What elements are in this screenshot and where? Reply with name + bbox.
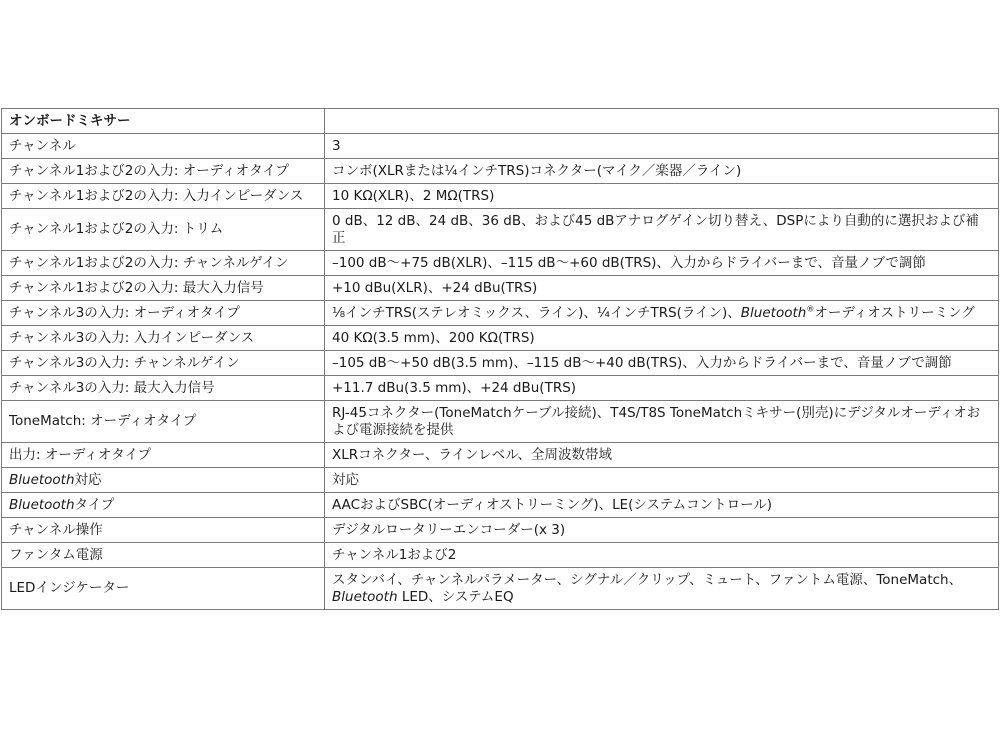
table-row (2, 159, 999, 184)
row-value-text: LED、システムEQ (397, 588, 514, 605)
table-row (2, 351, 999, 376)
row-value: +10 dBu(XLR)、+24 dBu(TRS) (325, 276, 999, 301)
bluetooth-text: Bluetooth (332, 588, 398, 605)
section-title-value (325, 109, 999, 134)
table-row (2, 134, 999, 159)
row-label: チャンネル3の入力: オーディオタイプ (2, 301, 325, 326)
row-label: チャンネル3の入力: 最大入力信号 (2, 376, 325, 401)
row-label: チャンネル1および2の入力: トリム (2, 209, 325, 251)
table-row (2, 276, 999, 301)
table-row (2, 468, 999, 493)
row-label: チャンネル3の入力: 入力インピーダンス (2, 326, 325, 351)
table-header-row (2, 109, 999, 134)
row-value: 0 dB、12 dB、24 dB、36 dB、および45 dBアナログゲイン切り替え、DSPにより自動的に選択および補正 (325, 209, 999, 251)
table-row (2, 568, 999, 610)
row-value: 対応 (325, 468, 999, 493)
row-value: 3 (325, 134, 999, 159)
row-label: チャンネル3の入力: チャンネルゲイン (2, 351, 325, 376)
row-label (2, 493, 325, 518)
bluetooth-text: Bluetooth (9, 496, 75, 513)
table-row (2, 209, 999, 251)
table-row (2, 543, 999, 568)
table-row (2, 443, 999, 468)
row-value: コンボ(XLRまたは¼インチTRS)コネクター(マイク／楽器／ライン) (325, 159, 999, 184)
table-row (2, 401, 999, 443)
table-row (2, 301, 999, 326)
row-value: –105 dB～+50 dB(3.5 mm)、–115 dB～+40 dB(TRS)、入力からドライバーまで、音量ノブで調節 (325, 351, 999, 376)
row-value: +11.7 dBu(3.5 mm)、+24 dBu(TRS) (325, 376, 999, 401)
table-row (2, 184, 999, 209)
row-label: チャンネル1および2の入力: 入力インピーダンス (2, 184, 325, 209)
row-value: XLRコネクター、ラインレベル、全周波数帯域 (325, 443, 999, 468)
row-value: AACおよびSBC(オーディオストリーミング)、LE(システムコントロール) (325, 493, 999, 518)
row-value-text: ⅛インチTRS(ステレオミックス、ライン)、¼インチTRS(ライン)、 (332, 304, 741, 321)
row-label (2, 468, 325, 493)
row-value: デジタルロータリーエンコーダー(x 3) (325, 518, 999, 543)
table-row (2, 518, 999, 543)
bluetooth-text: Bluetooth (740, 304, 807, 321)
row-value-text: スタンバイ、チャンネルパラメーター、シグナル／クリップ、ミュート、ファントム電源、ToneMatch、 (332, 571, 963, 588)
row-label-text: 対応 (74, 471, 102, 488)
row-label: ファンタム電源 (2, 543, 325, 568)
row-value (325, 301, 999, 326)
row-label: チャンネル (2, 134, 325, 159)
row-label: ToneMatch: オーディオタイプ (2, 401, 325, 443)
row-value: 10 KΩ(XLR)、2 MΩ(TRS) (325, 184, 999, 209)
row-value (325, 568, 999, 610)
row-value: –100 dB～+75 dB(XLR)、–115 dB～+60 dB(TRS)、入力からドライバーまで、音量ノブで調節 (325, 251, 999, 276)
table-row (2, 493, 999, 518)
row-value: RJ-45コネクター(ToneMatchケーブル接続)、T4S/T8S ToneMatchミキサー(別売)にデジタルオーディオおよび電源接続を提供 (325, 401, 999, 443)
table-row (2, 376, 999, 401)
row-value: 40 KΩ(3.5 mm)、200 KΩ(TRS) (325, 326, 999, 351)
row-label-text: タイプ (74, 496, 115, 513)
spec-table (1, 108, 999, 610)
row-label: チャンネル操作 (2, 518, 325, 543)
registered-mark: ® (806, 304, 815, 313)
table-row (2, 326, 999, 351)
row-label: チャンネル1および2の入力: 最大入力信号 (2, 276, 325, 301)
table-row (2, 251, 999, 276)
section-title: オンボードミキサー (2, 109, 325, 134)
row-label: チャンネル1および2の入力: オーディオタイプ (2, 159, 325, 184)
row-label: LEDインジケーター (2, 568, 325, 610)
row-label: チャンネル1および2の入力: チャンネルゲイン (2, 251, 325, 276)
row-label: 出力: オーディオタイプ (2, 443, 325, 468)
row-value: チャンネル1および2 (325, 543, 999, 568)
row-value-text: オーディオストリーミング (814, 304, 975, 321)
bluetooth-text: Bluetooth (9, 471, 75, 488)
